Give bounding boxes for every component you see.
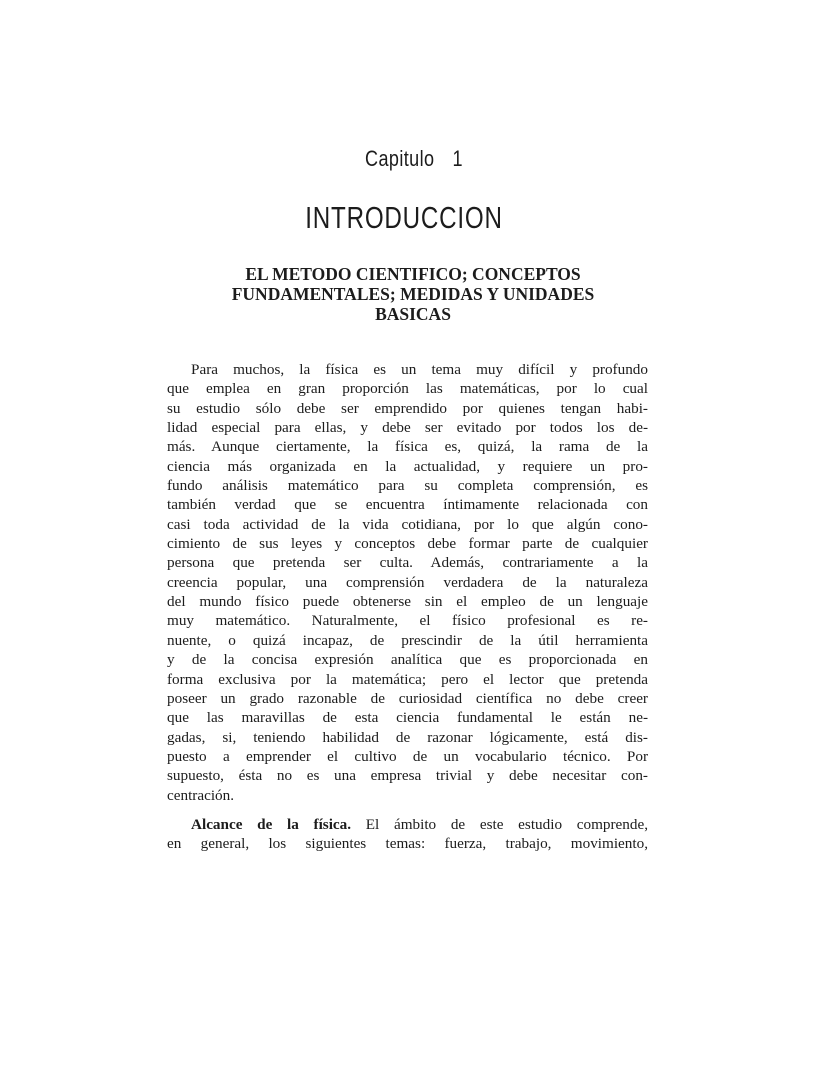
text-line: ciencia más organizada en la actualidad, y requiere un pro- <box>167 457 648 475</box>
text-line: persona que pretenda ser culta. Además, contrariamente a la <box>167 554 648 572</box>
text-line: gadas, si, teniendo habilidad de razonar lógicamente, está dis- <box>167 728 648 746</box>
body-text <box>167 360 648 854</box>
chapter-label <box>75 146 754 172</box>
chapter-number: 1 <box>452 146 463 171</box>
text-line: también verdad que se encuentra íntimamente relacionada con <box>167 496 648 514</box>
paragraph-2 <box>167 815 648 854</box>
section-heading-line: EL METODO CIENTIFICO; CONCEPTOS <box>245 264 581 284</box>
section-heading-line: BASICAS <box>375 304 451 324</box>
paragraph-1 <box>167 360 648 805</box>
text-line: cimiento de sus leyes y conceptos debe formar parte de cualquier <box>167 535 648 553</box>
run-in-heading: Alcance de la física. <box>191 815 352 833</box>
text-line: lidad especial para ellas, y debe ser evitado por todos los de- <box>167 419 648 437</box>
text-line: Para muchos, la física es un tema muy difícil y profundo <box>191 361 648 378</box>
text-line: que emplea en gran proporción las matemáticas, por lo cual <box>167 380 648 398</box>
text-line: supuesto, ésta no es una empresa trivial y debe necesitar con- <box>167 767 648 785</box>
text-line: creencia popular, una comprensión verdadera de la naturaleza <box>167 573 648 591</box>
text-line: más. Aunque ciertamente, la física es, quizá, la rama de la <box>167 438 648 456</box>
text-line: del mundo físico puede obtenerse sin el empleo de un lenguaje <box>167 593 648 611</box>
section-heading <box>188 264 638 324</box>
text-line: fundo análisis matemático para su completa comprensión, es <box>167 477 648 495</box>
text-line: forma exclusiva por la matemática; pero el lector que pretenda <box>167 670 648 688</box>
text-line: puesto a emprender el cultivo de un vocabulario técnico. Por <box>167 747 648 765</box>
text-line: centración. <box>167 786 235 804</box>
text-fragment: El ámbito de este estudio comprende, <box>351 815 648 833</box>
chapter-word: Capitulo <box>365 146 435 171</box>
text-line: en general, los siguientes temas: fuerza, trabajo, movimiento, <box>167 835 648 853</box>
section-heading-line: FUNDAMENTALES; MEDIDAS Y UNIDADES <box>231 284 595 304</box>
text-line: que las maravillas de esta ciencia fundamental le están ne- <box>167 709 648 727</box>
text-line <box>167 815 648 834</box>
text-line: y de la concisa expresión analítica que es proporcionada en <box>167 651 648 669</box>
chapter-title: INTRODUCCION <box>305 200 503 235</box>
text-line: poseer un grado razonable de curiosidad científica no debe creer <box>167 689 648 707</box>
text-line: casi toda actividad de la vida cotidiana, por lo que algún cono- <box>167 515 648 533</box>
text-line: nuente, o quizá incapaz, de prescindir de la útil herramienta <box>167 631 648 649</box>
text-line: muy matemático. Naturalmente, el físico profesional es re- <box>167 612 648 630</box>
text-line: su estudio sólo debe ser emprendido por quienes tengan habi- <box>167 399 648 417</box>
